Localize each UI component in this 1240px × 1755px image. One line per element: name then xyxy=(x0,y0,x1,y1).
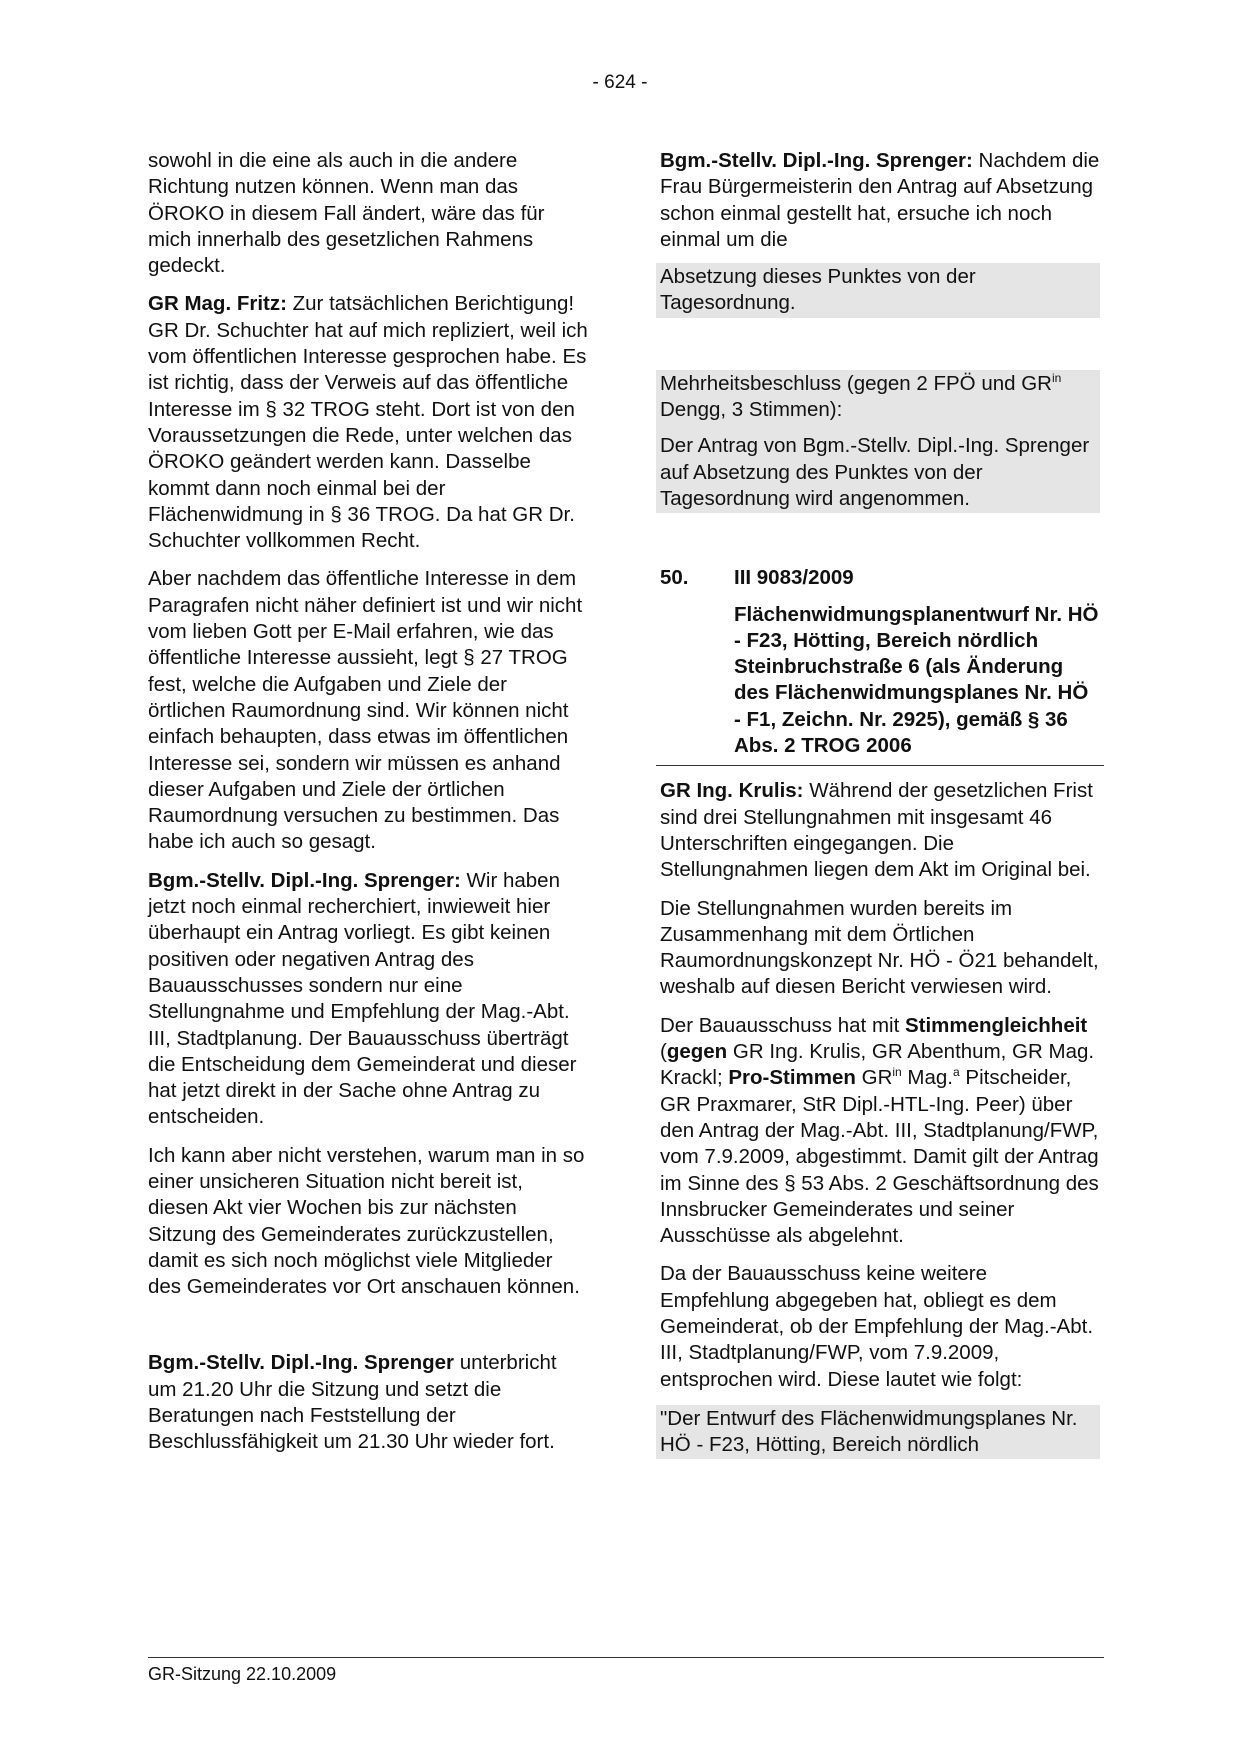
motion-box xyxy=(656,263,1100,318)
left-column xyxy=(148,148,588,1468)
speech-text: Während der gesetzlichen Frist sind drei Stellungnahmen mit insgesamt 46 Unterschriften eingegangen. Die Stellungnahmen liegen dem Akt im Original bei. xyxy=(660,779,1093,882)
agenda-item-reference: III 9083/2009 xyxy=(734,566,854,590)
speaker-name: Bgm.-Stellv. Dipl.-Ing. Sprenger: xyxy=(148,868,461,892)
agenda-item-number: 50. xyxy=(660,566,689,590)
paragraph: Da der Bauausschuss keine weitere Empfehlung abgegeben hat, obliegt es dem Gemeinderat, ob der Empfehlung der Mag.-Abt. III, Stadtplanung/FWP, vom 7.9.2009, entsprochen wird. Diese lautet wie folgt: xyxy=(660,1262,1094,1391)
paragraph: Aber nachdem das öffentliche Interesse in dem Paragrafen nicht näher definiert ist und wir nicht vom lieben Gott per E-Mail erfahren, wie das öffentliche Interesse aussieht, legt § 27 TROG fest, welche die Aufgaben und Ziele der örtlichen Raumordnung sind. Wir können nicht einfach behaupten, dass etwas im öffentlichen Interesse sei, sondern wir müssen es anhand dieser Aufgaben und Ziele der örtlichen Raumordnung versuchen zu bestimmen. Das habe ich auch so gesagt. xyxy=(148,567,583,854)
paragraph xyxy=(148,291,588,554)
paragraph xyxy=(660,148,1100,253)
agenda-item xyxy=(660,565,1100,766)
page-number: - 624 - xyxy=(592,72,648,93)
quote-box xyxy=(656,1405,1100,1460)
right-column xyxy=(660,148,1100,1459)
text-run: Der Bauausschuss hat mit xyxy=(660,1013,905,1037)
paragraph: sowohl in die eine als auch in die andere Richtung nutzen können. Wenn man das ÖROKO in diesem Fall ändert, wäre das für mich innerhalb des gesetzlichen Rahmens gedeckt. xyxy=(148,149,545,278)
text-run-bold: gegen xyxy=(666,1040,728,1064)
agenda-item-title: Flächenwidmungsplanentwurf Nr. HÖ - F23, Hötting, Bereich nördlich Steinbruchstraße 6 (als Änderung des Flächenwidmungsplanes Nr. HÖ - F1, Zeichn. Nr. 2925), gemäß § 36 Abs. 2 TROG 2006 xyxy=(734,602,1099,758)
speaker-name: GR Ing. Krulis: xyxy=(660,779,804,803)
speaker-name: Bgm.-Stellv. Dipl.-Ing. Sprenger xyxy=(148,1351,455,1375)
text-run: GR xyxy=(855,1066,893,1090)
speaker-name: GR Mag. Fritz: xyxy=(148,292,287,316)
agenda-item-header xyxy=(660,565,1100,591)
resolution-text: Der Antrag von Bgm.-Stellv. Dipl.-Ing. Sprenger auf Absetzung des Punktes von der Tagesordnung wird angenommen. xyxy=(660,434,1090,510)
text-run-bold: Stimmengleichheit xyxy=(904,1013,1088,1037)
speech-text: Wir haben jetzt noch einmal recherchiert, inwieweit hier überhaupt ein Antrag vorliegt. Es gibt keinen positiven oder negativen Antrag des Bauausschusses sondern nur eine Stellungnahme und Empfehlung der Mag.-Abt. III, Stadtplanung. Der Bauausschuss überträgt die Entscheidung dem Gemeinderat und dieser hat jetzt direkt in der Sache ohne Antrag zu entscheiden. xyxy=(148,868,577,1129)
speaker-name: Bgm.-Stellv. Dipl.-Ing. Sprenger: xyxy=(660,149,973,172)
speech-text: Zur tatsächlichen Berichtigung! GR Dr. Schuchter hat auf mich repliziert, weil ich vom öffentlichen Interesse gesprochen habe. Es ist richtig, dass der Verweis auf das öffentliche Interesse im § 32 TROG steht. Dort ist von den Voraussetzungen die Rede, unter welchen das ÖROKO geändert werden kann. Dasselbe kommt dann noch einmal bei der Flächenwidmung in § 36 TROG. Da hat GR Dr. Schuchter vollkommen Recht. xyxy=(148,292,588,553)
text-run: ( xyxy=(660,1040,667,1064)
paragraph xyxy=(660,1013,1100,1250)
text-run: Mag. xyxy=(901,1066,954,1090)
footer-text: GR-Sitzung 22.10.2009 xyxy=(148,1664,337,1684)
quote-text: "Der Entwurf des Flächenwidmungsplanes Nr. HÖ - F23, Hötting, Bereich nördlich xyxy=(660,1406,1078,1457)
vote-text: Mehrheitsbeschluss (gegen 2 FPÖ und GR xyxy=(660,371,1052,395)
motion-text: Absetzung dieses Punktes von der Tagesordnung. xyxy=(660,265,976,315)
paragraph: Die Stellungnahmen wurden bereits im Zusammenhang mit dem Örtlichen Raumordnungskonzept Nr. HÖ - Ö21 behandelt, weshalb auf diesen Bericht verwiesen wird. xyxy=(660,896,1099,999)
divider xyxy=(656,765,1104,766)
resolution-vote xyxy=(660,371,1100,424)
superscript: in xyxy=(892,1065,902,1080)
paragraph: Ich kann aber nicht verstehen, warum man in so einer unsicheren Situation nicht bereit ist, diesen Akt vier Wochen bis zur nächsten Sitzung des Gemeinderates zurückzustellen, damit es sich noch möglichst viele Mitglieder des Gemeinderates vor Ort anschauen können. xyxy=(148,1143,585,1299)
paragraph xyxy=(148,1350,588,1455)
speech-text: Nachdem die Frau Bürgermeisterin den Antrag auf Absetzung schon einmal gestellt hat, ersuche ich noch einmal um die xyxy=(660,149,1100,251)
paragraph xyxy=(148,868,588,1131)
text-run: GR Ing. Krulis, GR Abenthum, GR Mag. Krackl; xyxy=(660,1040,1095,1090)
vote-text: Dengg, 3 Stimmen): xyxy=(660,398,843,422)
superscript: in xyxy=(1051,370,1062,385)
resolution-box xyxy=(656,370,1100,513)
text-run-bold: Pro-Stimmen xyxy=(728,1066,856,1090)
superscript: a xyxy=(953,1065,960,1080)
text-run: Pitscheider, GR Praxmarer, StR Dipl.-HTL-Ing. Peer) über den Antrag der Mag.-Abt. III, Stadtplanung/FWP, vom 7.9.2009, abgestimmt. Damit gilt der Antrag im Sinne des § 53 Abs. 2 Geschäftsordnung des Innsbrucker Gemeinderates und seiner Ausschüsse als abgelehnt. xyxy=(660,1066,1099,1248)
footer-divider xyxy=(148,1657,1104,1658)
speech-text: unterbricht um 21.20 Uhr die Sitzung und setzt die Beratungen nach Feststellung der Beschlussfähigkeit um 21.30 Uhr wieder fort. xyxy=(148,1351,557,1454)
paragraph xyxy=(660,778,1100,883)
